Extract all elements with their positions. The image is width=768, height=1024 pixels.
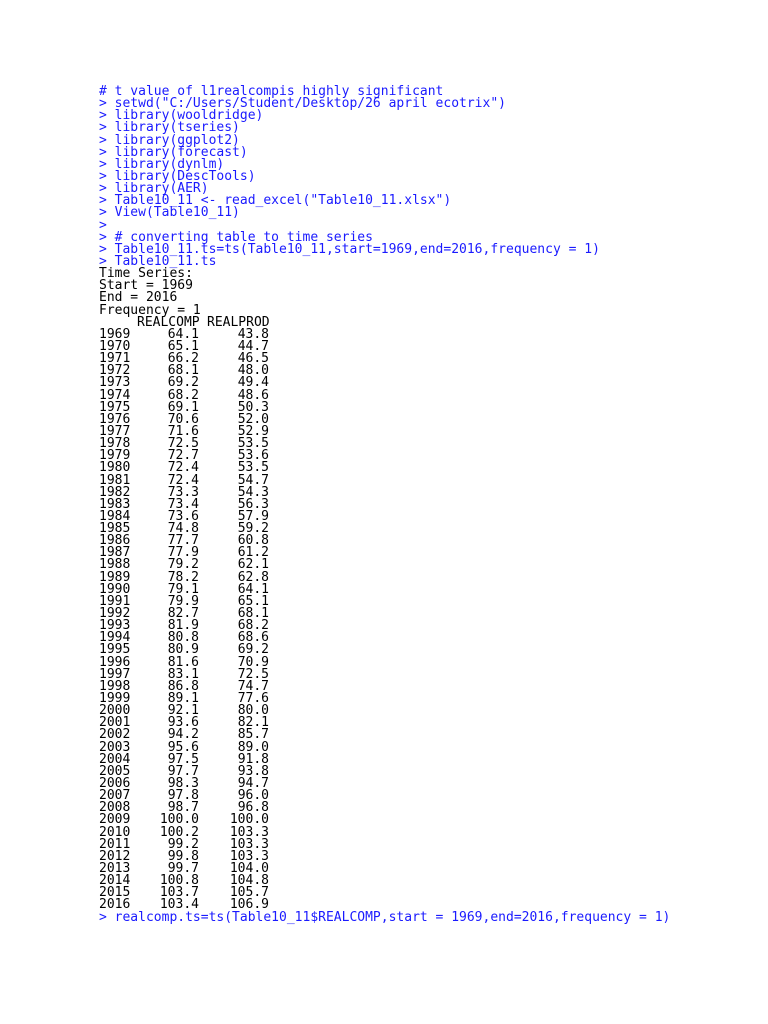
time-series-table (99, 326, 739, 913)
year-cell: 1979 (99, 448, 131, 464)
realprod-cell: 104.0 (229, 861, 269, 876)
year-cell: 1998 (99, 678, 131, 694)
realprod-cell: 61.2 (237, 545, 269, 561)
realcomp-cell: 73.4 (167, 496, 199, 512)
realprod-cell: 104.8 (229, 873, 269, 889)
console-command-line: > library(dynlm) (99, 156, 225, 172)
realcomp-cell: 72.7 (167, 448, 199, 464)
year-cell: 2001 (99, 715, 131, 731)
realprod-cell: 52.9 (237, 423, 269, 439)
realcomp-cell: 80.8 (167, 630, 199, 646)
realcomp-cell: 94.2 (167, 727, 199, 743)
realcomp-cell: 92.1 (167, 703, 199, 719)
realcomp-cell: 93.6 (167, 715, 199, 731)
realprod-cell: 64.1 (237, 581, 269, 597)
realprod-cell: 105.7 (229, 885, 269, 901)
realcomp-cell: 66.2 (167, 351, 199, 367)
year-cell: 1981 (99, 472, 131, 488)
year-cell: 2016 (99, 897, 131, 913)
realprod-cell: 46.5 (237, 351, 269, 367)
realcomp-cell: 81.6 (167, 654, 199, 670)
year-cell: 2008 (99, 800, 131, 816)
realcomp-cell: 95.6 (167, 739, 199, 755)
realprod-cell: 91.8 (237, 751, 269, 767)
year-cell: 2014 (99, 873, 131, 889)
realcomp-cell: 68.1 (167, 363, 199, 379)
realcomp-cell: 68.2 (167, 387, 199, 403)
console-output-line: Frequency = 1 (99, 302, 201, 318)
year-cell: 1993 (99, 618, 131, 634)
year-cell: 1999 (99, 691, 131, 707)
year-cell: 1982 (99, 484, 131, 500)
year-cell: 2006 (99, 776, 131, 792)
realcomp-cell: 100.8 (159, 873, 199, 889)
realprod-cell: 82.1 (237, 715, 269, 731)
realprod-cell: 68.1 (237, 606, 269, 622)
command-history (99, 86, 739, 268)
realprod-cell: 89.0 (237, 739, 269, 755)
realprod-cell: 85.7 (237, 727, 269, 743)
year-cell: 1969 (99, 326, 131, 342)
year-cell: 1989 (99, 569, 131, 585)
year-cell: 1990 (99, 581, 131, 597)
realcomp-cell: 99.2 (167, 836, 199, 852)
realprod-cell: 60.8 (237, 533, 269, 549)
console-command-line: > library(tseries) (99, 120, 240, 136)
realcomp-cell: 79.2 (167, 557, 199, 573)
year-cell: 2010 (99, 824, 131, 840)
year-cell: 2000 (99, 703, 131, 719)
console-command-line[interactable]: > realcomp.ts=ts(Table10_11$REALCOMP,start = 1969,end=2016,frequency = 1) (99, 909, 671, 925)
realcomp-cell: 98.7 (167, 800, 199, 816)
realcomp-cell: 98.3 (167, 776, 199, 792)
year-cell: 2011 (99, 836, 131, 852)
realprod-cell: 103.3 (229, 836, 269, 852)
realprod-cell: 43.8 (237, 326, 269, 342)
realprod-cell: 53.5 (237, 460, 269, 476)
realprod-cell: 96.0 (237, 788, 269, 804)
console-command-line: > Table10_11 <- read_excel("Table10_11.xlsx") (99, 193, 452, 209)
year-cell: 1985 (99, 521, 131, 537)
year-cell: 1991 (99, 593, 131, 609)
console-command-line: > Table10_11.ts (99, 253, 217, 269)
realprod-cell: 53.6 (237, 448, 269, 464)
year-cell: 1983 (99, 496, 131, 512)
console-output-line: End = 2016 (99, 290, 178, 306)
column-header-realcomp: REALCOMP (137, 314, 200, 330)
realprod-cell: 68.6 (237, 630, 269, 646)
year-cell: 1992 (99, 606, 131, 622)
realcomp-cell: 99.8 (167, 848, 199, 864)
time-series-header (99, 268, 739, 317)
console-command-line: > library(ggplot2) (99, 132, 240, 148)
year-cell: 2015 (99, 885, 131, 901)
realprod-cell: 62.8 (237, 569, 269, 585)
console-command-line: > Table10_11.ts=ts(Table10_11,start=1969,end=2016,frequency = 1) (99, 241, 600, 257)
realcomp-cell: 69.1 (167, 399, 199, 415)
year-cell: 2003 (99, 739, 131, 755)
realcomp-cell: 89.1 (167, 691, 199, 707)
year-cell: 2002 (99, 727, 131, 743)
realcomp-cell: 100.0 (159, 812, 199, 828)
realcomp-cell: 100.2 (159, 824, 199, 840)
year-cell: 1978 (99, 436, 131, 452)
realcomp-cell: 77.7 (167, 533, 199, 549)
realprod-cell: 93.8 (237, 763, 269, 779)
realcomp-cell: 65.1 (167, 338, 199, 354)
realcomp-cell: 72.4 (167, 472, 199, 488)
command-input-line[interactable] (99, 909, 739, 925)
year-cell: 2009 (99, 812, 131, 828)
year-cell: 1975 (99, 399, 131, 415)
realcomp-cell: 99.7 (167, 861, 199, 876)
realcomp-cell: 80.9 (167, 642, 199, 658)
realprod-cell: 77.6 (237, 691, 269, 707)
realprod-cell: 57.9 (237, 508, 269, 524)
year-cell: 1977 (99, 423, 131, 439)
realprod-cell: 48.6 (237, 387, 269, 403)
year-cell: 1984 (99, 508, 131, 524)
realprod-cell: 54.7 (237, 472, 269, 488)
realprod-cell: 44.7 (237, 338, 269, 354)
year-cell: 2013 (99, 861, 131, 876)
realcomp-cell: 83.1 (167, 666, 199, 682)
console-command-line: > setwd("C:/Users/Student/Desktop/26 april ecotrix") (99, 96, 506, 112)
realcomp-cell: 70.6 (167, 411, 199, 427)
realprod-cell: 54.3 (237, 484, 269, 500)
realprod-cell: 106.9 (229, 897, 269, 913)
realcomp-cell: 78.2 (167, 569, 199, 585)
realcomp-cell: 73.3 (167, 484, 199, 500)
realprod-cell: 48.0 (237, 363, 269, 379)
console-output-line: Start = 1969 (99, 278, 193, 294)
console-command-line: # t value of l1realcompis highly significant (99, 84, 444, 99)
realprod-cell: 69.2 (237, 642, 269, 658)
year-cell: 1986 (99, 533, 131, 549)
console-output-line: Time Series: (99, 266, 193, 282)
console-command-line: > (99, 217, 107, 233)
realcomp-cell: 97.7 (167, 763, 199, 779)
realcomp-cell: 103.7 (159, 885, 199, 901)
realprod-cell: 80.0 (237, 703, 269, 719)
realcomp-cell: 77.9 (167, 545, 199, 561)
realcomp-cell: 69.2 (167, 375, 199, 391)
realprod-cell: 52.0 (237, 411, 269, 427)
realprod-cell: 49.4 (237, 375, 269, 391)
realprod-cell: 100.0 (229, 812, 269, 828)
console-command-line: > View(Table10_11) (99, 205, 240, 221)
year-cell: 1976 (99, 411, 131, 427)
year-cell: 1996 (99, 654, 131, 670)
realcomp-cell: 79.9 (167, 593, 199, 609)
table-row (99, 899, 739, 911)
console-command-line: > library(forecast) (99, 144, 248, 160)
console-command-line: > library(wooldridge) (99, 108, 264, 124)
realprod-cell: 65.1 (237, 593, 269, 609)
realcomp-cell: 73.6 (167, 508, 199, 524)
realprod-cell: 103.3 (229, 824, 269, 840)
realcomp-cell: 71.6 (167, 423, 199, 439)
year-cell: 1995 (99, 642, 131, 658)
year-cell: 1970 (99, 338, 131, 354)
year-cell: 2012 (99, 848, 131, 864)
realcomp-cell: 72.5 (167, 436, 199, 452)
realprod-cell: 70.9 (237, 654, 269, 670)
realprod-cell: 68.2 (237, 618, 269, 634)
console-command-line: > library(DescTools) (99, 168, 256, 184)
year-cell: 2005 (99, 763, 131, 779)
realprod-cell: 74.7 (237, 678, 269, 694)
r-console-output (99, 86, 739, 924)
realprod-cell: 96.8 (237, 800, 269, 816)
year-cell: 1987 (99, 545, 131, 561)
realprod-cell: 56.3 (237, 496, 269, 512)
realprod-cell: 62.1 (237, 557, 269, 573)
realprod-cell: 50.3 (237, 399, 269, 415)
realprod-cell: 94.7 (237, 776, 269, 792)
realcomp-cell: 64.1 (167, 326, 199, 342)
year-cell: 1980 (99, 460, 131, 476)
year-cell: 1994 (99, 630, 131, 646)
year-cell: 1997 (99, 666, 131, 682)
realprod-cell: 59.2 (237, 521, 269, 537)
realcomp-cell: 81.9 (167, 618, 199, 634)
realprod-cell: 72.5 (237, 666, 269, 682)
realcomp-cell: 97.8 (167, 788, 199, 804)
year-cell: 1973 (99, 375, 131, 391)
year-cell: 2007 (99, 788, 131, 804)
year-cell: 2004 (99, 751, 131, 767)
year-cell: 1972 (99, 363, 131, 379)
year-cell: 1971 (99, 351, 131, 367)
realcomp-cell: 79.1 (167, 581, 199, 597)
realprod-cell: 103.3 (229, 848, 269, 864)
console-command-line: > # converting table to time series (99, 229, 373, 245)
console-command-line: > library(AER) (99, 181, 209, 197)
realcomp-cell: 97.5 (167, 751, 199, 767)
column-header-realprod: REALPROD (207, 314, 270, 330)
realcomp-cell: 72.4 (167, 460, 199, 476)
year-cell: 1974 (99, 387, 131, 403)
realcomp-cell: 86.8 (167, 678, 199, 694)
realcomp-cell: 103.4 (159, 897, 199, 913)
realcomp-cell: 82.7 (167, 606, 199, 622)
realprod-cell: 53.5 (237, 436, 269, 452)
realcomp-cell: 74.8 (167, 521, 199, 537)
year-cell: 1988 (99, 557, 131, 573)
